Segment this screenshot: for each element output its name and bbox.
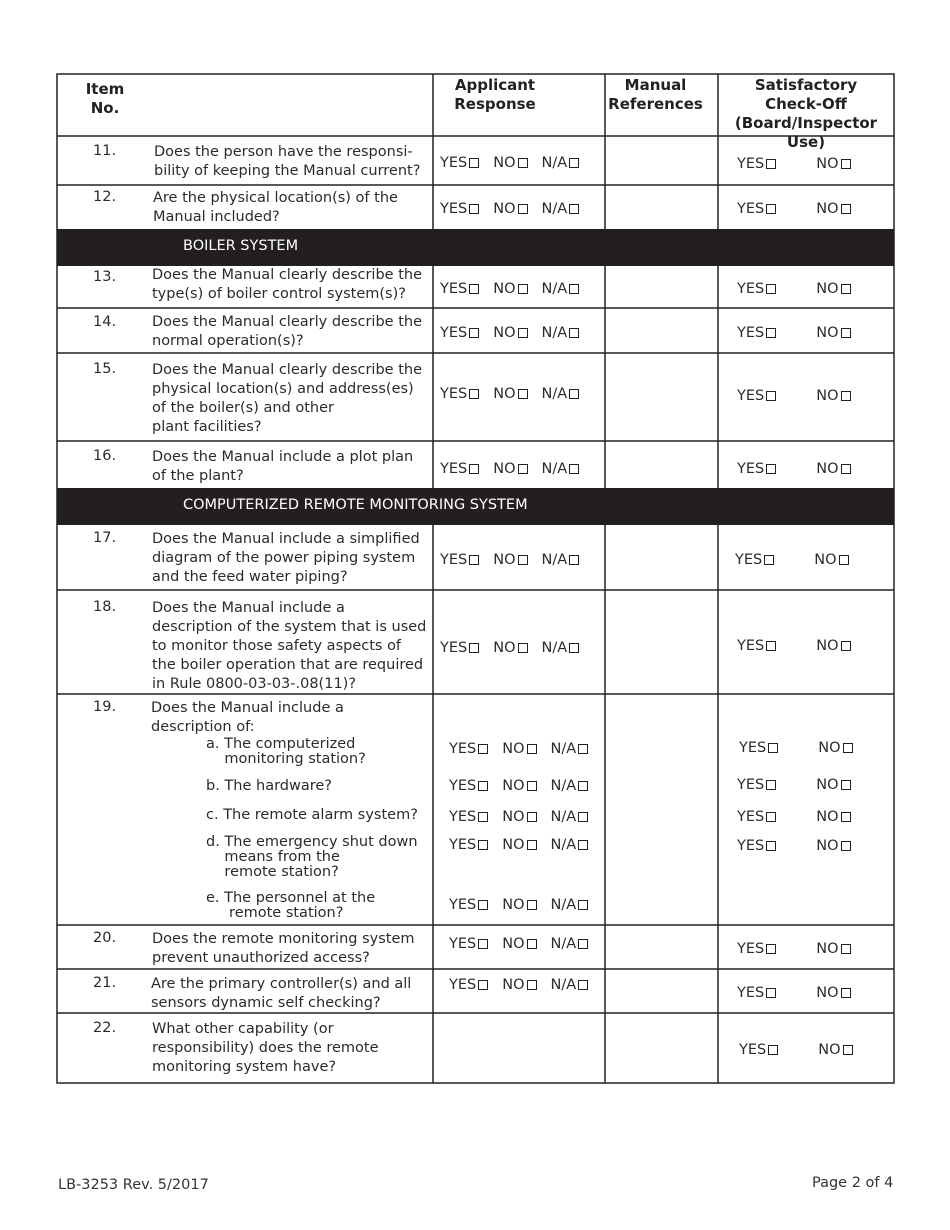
applicant-12-no-option (493, 201, 527, 217)
applicant-12-yes-label: YES (440, 201, 468, 217)
board-checkoff-19a (739, 740, 853, 756)
applicant-14-na-checkbox[interactable] (569, 328, 579, 338)
applicant-15-yes-checkbox[interactable] (469, 389, 479, 399)
applicant-19a-na-option (551, 741, 589, 757)
applicant-response-16 (440, 461, 579, 477)
board-16-yes-option (737, 461, 776, 477)
board-19b-yes-checkbox[interactable] (766, 780, 776, 790)
board-19d-yes-checkbox[interactable] (766, 841, 776, 851)
applicant-18-na-checkbox[interactable] (569, 643, 579, 653)
board-15-yes-checkbox[interactable] (766, 391, 776, 401)
header-item-no: Item No. (85, 80, 125, 117)
board-20-yes-option (737, 941, 776, 957)
applicant-16-yes-checkbox[interactable] (469, 464, 479, 474)
board-13-yes-checkbox[interactable] (766, 284, 776, 294)
applicant-19d-no-checkbox[interactable] (527, 840, 537, 850)
applicant-response-11 (440, 155, 579, 171)
applicant-19c-no-label: NO (502, 809, 525, 825)
applicant-13-yes-label: YES (440, 281, 468, 297)
board-checkoff-13 (737, 281, 851, 297)
applicant-19a-yes-checkbox[interactable] (478, 744, 488, 754)
applicant-17-yes-checkbox[interactable] (469, 555, 479, 565)
board-14-yes-option (737, 325, 776, 341)
board-18-yes-checkbox[interactable] (766, 641, 776, 651)
applicant-response-14 (440, 325, 579, 341)
applicant-16-no-option (493, 461, 527, 477)
board-22-no-checkbox[interactable] (843, 1045, 853, 1055)
applicant-12-no-checkbox[interactable] (518, 204, 528, 214)
board-checkoff-18 (737, 638, 851, 654)
applicant-response-17 (440, 552, 579, 568)
item-number-14: 14. (93, 314, 117, 330)
header-manual-references: Manual References (608, 76, 703, 113)
applicant-21-na-checkbox[interactable] (578, 980, 588, 990)
applicant-19d-yes-label: YES (449, 837, 477, 853)
question-20: Does the remote monitoring system prevent unauthorized access? (152, 931, 415, 966)
applicant-12-na-checkbox[interactable] (569, 204, 579, 214)
applicant-18-yes-checkbox[interactable] (469, 643, 479, 653)
applicant-13-no-option (493, 281, 527, 297)
applicant-14-na-label: N/A (541, 325, 568, 341)
applicant-12-na-option (542, 201, 580, 217)
applicant-14-no-label: NO (493, 325, 516, 341)
applicant-11-na-label: N/A (541, 155, 568, 171)
board-22-yes-option (739, 1042, 778, 1058)
applicant-16-no-label: NO (493, 461, 516, 477)
applicant-17-no-checkbox[interactable] (518, 555, 528, 565)
applicant-16-na-label: N/A (541, 461, 568, 477)
applicant-response-21 (449, 977, 588, 993)
board-22-yes-label: YES (739, 1042, 767, 1058)
board-16-no-option (816, 461, 850, 477)
applicant-18-na-option (542, 640, 580, 656)
applicant-11-no-checkbox[interactable] (518, 158, 528, 168)
applicant-16-na-checkbox[interactable] (569, 464, 579, 474)
board-18-no-option (816, 638, 850, 654)
board-19a-no-label: NO (818, 740, 841, 756)
item-number-12: 12. (93, 189, 117, 205)
applicant-16-yes-option (440, 461, 479, 477)
board-checkoff-19d (737, 838, 851, 854)
board-19b-no-checkbox[interactable] (841, 780, 851, 790)
applicant-11-na-checkbox[interactable] (569, 158, 579, 168)
applicant-20-no-checkbox[interactable] (527, 939, 537, 949)
applicant-19e-yes-option (449, 897, 488, 913)
question-11: Does the person have the responsi- bility of keeping the Manual current? (154, 144, 421, 179)
board-19d-yes-label: YES (737, 838, 765, 854)
applicant-14-yes-option (440, 325, 479, 341)
item-number-18: 18. (93, 599, 117, 615)
applicant-17-no-label: NO (493, 552, 516, 568)
applicant-21-no-label: NO (502, 977, 525, 993)
applicant-19b-yes-label: YES (449, 778, 477, 794)
board-19d-yes-option (737, 838, 776, 854)
applicant-19a-no-checkbox[interactable] (527, 744, 537, 754)
form-number: LB-3253 Rev. 5/2017 (58, 1177, 209, 1193)
board-19a-yes-option (739, 740, 778, 756)
applicant-11-yes-label: YES (440, 155, 468, 171)
applicant-18-no-checkbox[interactable] (518, 643, 528, 653)
applicant-19b-yes-checkbox[interactable] (478, 781, 488, 791)
applicant-15-yes-label: YES (440, 386, 468, 402)
item-number-21: 21. (93, 975, 117, 991)
applicant-19d-na-checkbox[interactable] (578, 840, 588, 850)
board-15-no-label: NO (816, 388, 839, 404)
item-number-17: 17. (93, 530, 117, 546)
applicant-21-no-checkbox[interactable] (527, 980, 537, 990)
board-14-no-checkbox[interactable] (841, 328, 851, 338)
board-22-no-label: NO (818, 1042, 841, 1058)
applicant-19b-no-option (502, 778, 536, 794)
applicant-13-no-checkbox[interactable] (518, 284, 528, 294)
applicant-19d-no-option (502, 837, 536, 853)
board-19b-no-label: NO (816, 777, 839, 793)
applicant-19b-na-option (551, 778, 589, 794)
applicant-21-na-label: N/A (550, 977, 577, 993)
applicant-16-yes-label: YES (440, 461, 468, 477)
board-16-no-checkbox[interactable] (841, 464, 851, 474)
applicant-18-yes-option (440, 640, 479, 656)
applicant-19c-no-checkbox[interactable] (527, 812, 537, 822)
applicant-19d-yes-option (449, 837, 488, 853)
board-20-yes-checkbox[interactable] (766, 944, 776, 954)
board-13-yes-option (737, 281, 776, 297)
question-19d: d. The emergency shut down means from the remote station? (206, 834, 418, 880)
applicant-19d-na-option (551, 837, 589, 853)
applicant-19d-yes-checkbox[interactable] (478, 840, 488, 850)
applicant-response-18 (440, 640, 579, 656)
applicant-20-no-label: NO (502, 936, 525, 952)
applicant-18-yes-label: YES (440, 640, 468, 656)
applicant-19a-yes-label: YES (449, 741, 477, 757)
applicant-19a-no-option (502, 741, 536, 757)
board-17-no-label: NO (814, 552, 837, 568)
applicant-15-yes-option (440, 386, 479, 402)
applicant-14-yes-checkbox[interactable] (469, 328, 479, 338)
board-14-yes-label: YES (737, 325, 765, 341)
board-14-yes-checkbox[interactable] (766, 328, 776, 338)
board-19a-yes-checkbox[interactable] (768, 743, 778, 753)
applicant-19c-no-option (502, 809, 536, 825)
applicant-14-yes-label: YES (440, 325, 468, 341)
question-19b: b. The hardware? (206, 778, 332, 794)
section-title-boiler: BOILER SYSTEM (183, 238, 299, 254)
board-checkoff-20 (737, 941, 851, 957)
applicant-15-na-option (542, 386, 580, 402)
board-20-yes-label: YES (737, 941, 765, 957)
item-number-15: 15. (93, 361, 117, 377)
applicant-20-yes-checkbox[interactable] (478, 939, 488, 949)
applicant-14-no-option (493, 325, 527, 341)
board-checkoff-11 (737, 156, 851, 172)
applicant-20-no-option (502, 936, 536, 952)
board-12-yes-option (737, 201, 776, 217)
board-17-no-checkbox[interactable] (839, 555, 849, 565)
board-15-yes-label: YES (737, 388, 765, 404)
board-19a-no-checkbox[interactable] (843, 743, 853, 753)
applicant-response-20 (449, 936, 588, 952)
board-12-no-label: NO (816, 201, 839, 217)
applicant-19d-na-label: N/A (550, 837, 577, 853)
board-checkoff-17 (735, 552, 849, 568)
board-21-no-label: NO (816, 985, 839, 1001)
item-number-22: 22. (93, 1020, 117, 1036)
applicant-17-na-checkbox[interactable] (569, 555, 579, 565)
applicant-19b-na-checkbox[interactable] (578, 781, 588, 791)
applicant-21-no-option (502, 977, 536, 993)
applicant-19e-na-checkbox[interactable] (578, 900, 588, 910)
applicant-19e-na-option (551, 897, 589, 913)
board-13-yes-label: YES (737, 281, 765, 297)
board-12-yes-label: YES (737, 201, 765, 217)
board-19c-yes-option (737, 809, 776, 825)
section-title-remote: COMPUTERIZED REMOTE MONITORING SYSTEM (183, 497, 528, 513)
question-13: Does the Manual clearly describe the type(s) of boiler control system(s)? (152, 267, 422, 302)
board-13-no-label: NO (816, 281, 839, 297)
applicant-11-na-option (542, 155, 580, 171)
board-12-no-checkbox[interactable] (841, 204, 851, 214)
question-14: Does the Manual clearly describe the normal operation(s)? (152, 314, 422, 349)
board-21-no-checkbox[interactable] (841, 988, 851, 998)
board-19d-no-label: NO (816, 838, 839, 854)
board-21-yes-checkbox[interactable] (766, 988, 776, 998)
applicant-response-19d (449, 837, 588, 853)
board-16-yes-checkbox[interactable] (766, 464, 776, 474)
question-18: Does the Manual include a description of the system that is used to monitor those safety aspects of the boiler operation that are required in Rule 0800-03-03-.08(11)? (152, 600, 427, 692)
board-13-no-checkbox[interactable] (841, 284, 851, 294)
applicant-12-na-label: N/A (541, 201, 568, 217)
board-17-no-option (814, 552, 848, 568)
applicant-19e-no-checkbox[interactable] (527, 900, 537, 910)
applicant-20-yes-option (449, 936, 488, 952)
applicant-11-no-label: NO (493, 155, 516, 171)
applicant-17-yes-label: YES (440, 552, 468, 568)
applicant-11-yes-option (440, 155, 479, 171)
applicant-17-na-label: N/A (541, 552, 568, 568)
applicant-20-na-option (551, 936, 589, 952)
board-16-yes-label: YES (737, 461, 765, 477)
board-19b-yes-label: YES (737, 777, 765, 793)
applicant-19e-no-option (502, 897, 536, 913)
board-14-no-option (816, 325, 850, 341)
board-11-no-checkbox[interactable] (841, 159, 851, 169)
applicant-response-12 (440, 201, 579, 217)
board-21-no-option (816, 985, 850, 1001)
question-19: Does the Manual include a description of: (151, 700, 344, 735)
applicant-19b-no-label: NO (502, 778, 525, 794)
board-19c-no-checkbox[interactable] (841, 812, 851, 822)
item-number-20: 20. (93, 930, 117, 946)
applicant-18-no-label: NO (493, 640, 516, 656)
board-19c-yes-label: YES (737, 809, 765, 825)
applicant-response-19a (449, 741, 588, 757)
applicant-13-na-label: N/A (541, 281, 568, 297)
applicant-19a-na-checkbox[interactable] (578, 744, 588, 754)
applicant-12-no-label: NO (493, 201, 516, 217)
board-12-yes-checkbox[interactable] (766, 204, 776, 214)
board-11-no-option (816, 156, 850, 172)
board-checkoff-16 (737, 461, 851, 477)
applicant-21-na-option (551, 977, 589, 993)
applicant-21-yes-label: YES (449, 977, 477, 993)
applicant-14-na-option (542, 325, 580, 341)
applicant-11-yes-checkbox[interactable] (469, 158, 479, 168)
applicant-20-na-checkbox[interactable] (578, 939, 588, 949)
applicant-19e-no-label: NO (502, 897, 525, 913)
applicant-19a-yes-option (449, 741, 488, 757)
board-19b-yes-option (737, 777, 776, 793)
applicant-18-no-option (493, 640, 527, 656)
board-11-yes-option (737, 156, 776, 172)
item-number-11: 11. (93, 143, 117, 159)
board-18-no-label: NO (816, 638, 839, 654)
applicant-20-yes-label: YES (449, 936, 477, 952)
applicant-19b-na-label: N/A (550, 778, 577, 794)
applicant-19c-na-option (551, 809, 589, 825)
board-17-yes-label: YES (735, 552, 763, 568)
question-19e: e. The personnel at the remote station? (206, 890, 376, 921)
board-17-yes-option (735, 552, 774, 568)
item-number-16: 16. (93, 448, 117, 464)
question-12: Are the physical location(s) of the Manual included? (153, 190, 398, 225)
applicant-21-yes-option (449, 977, 488, 993)
board-checkoff-19c (737, 809, 851, 825)
board-18-yes-option (737, 638, 776, 654)
applicant-response-13 (440, 281, 579, 297)
applicant-14-no-checkbox[interactable] (518, 328, 528, 338)
section-band-remote (57, 488, 894, 525)
applicant-16-no-checkbox[interactable] (518, 464, 528, 474)
applicant-17-na-option (542, 552, 580, 568)
board-checkoff-22 (739, 1042, 853, 1058)
question-15: Does the Manual clearly describe the physical location(s) and address(es) of the boiler(s) and other plant facilities? (152, 362, 422, 435)
question-19c: c. The remote alarm system? (206, 807, 418, 823)
question-17: Does the Manual include a simplified diagram of the power piping system and the feed water piping? (152, 531, 420, 585)
board-checkoff-15 (737, 388, 851, 404)
board-15-yes-option (737, 388, 776, 404)
header-satisfactory: Satisfactory Check-Off (Board/Inspector Use) (734, 76, 878, 151)
applicant-19c-yes-checkbox[interactable] (478, 812, 488, 822)
board-13-no-option (816, 281, 850, 297)
item-number-13: 13. (93, 269, 117, 285)
applicant-15-no-checkbox[interactable] (518, 389, 528, 399)
applicant-18-na-label: N/A (541, 640, 568, 656)
board-19a-no-option (818, 740, 852, 756)
applicant-19c-yes-label: YES (449, 809, 477, 825)
question-19a: a. The computerized monitoring station? (206, 736, 366, 767)
board-checkoff-19b (737, 777, 851, 793)
board-14-no-label: NO (816, 325, 839, 341)
board-11-yes-label: YES (737, 156, 765, 172)
board-20-no-label: NO (816, 941, 839, 957)
board-15-no-option (816, 388, 850, 404)
board-21-yes-label: YES (737, 985, 765, 1001)
applicant-15-no-label: NO (493, 386, 516, 402)
board-checkoff-21 (737, 985, 851, 1001)
board-20-no-checkbox[interactable] (841, 944, 851, 954)
applicant-19a-no-label: NO (502, 741, 525, 757)
applicant-19c-na-label: N/A (550, 809, 577, 825)
applicant-17-yes-option (440, 552, 479, 568)
board-18-no-checkbox[interactable] (841, 641, 851, 651)
board-19a-yes-label: YES (739, 740, 767, 756)
applicant-19a-na-label: N/A (550, 741, 577, 757)
applicant-13-na-option (542, 281, 580, 297)
section-band-boiler (57, 229, 894, 266)
applicant-12-yes-checkbox[interactable] (469, 204, 479, 214)
question-16: Does the Manual include a plot plan of the plant? (152, 449, 414, 484)
page-number: Page 2 of 4 (812, 1175, 894, 1191)
board-20-no-option (816, 941, 850, 957)
applicant-19b-yes-option (449, 778, 488, 794)
board-11-no-label: NO (816, 156, 839, 172)
applicant-13-yes-option (440, 281, 479, 297)
board-21-yes-option (737, 985, 776, 1001)
applicant-15-na-label: N/A (541, 386, 568, 402)
applicant-17-no-option (493, 552, 527, 568)
board-22-no-option (818, 1042, 852, 1058)
board-16-no-label: NO (816, 461, 839, 477)
board-19d-no-option (816, 838, 850, 854)
board-19b-no-option (816, 777, 850, 793)
applicant-19c-na-checkbox[interactable] (578, 812, 588, 822)
board-18-yes-label: YES (737, 638, 765, 654)
applicant-13-yes-checkbox[interactable] (469, 284, 479, 294)
board-12-no-option (816, 201, 850, 217)
question-21: Are the primary controller(s) and all sensors dynamic self checking? (151, 976, 412, 1011)
applicant-13-na-checkbox[interactable] (569, 284, 579, 294)
applicant-19b-no-checkbox[interactable] (527, 781, 537, 791)
board-11-yes-checkbox[interactable] (766, 159, 776, 169)
board-checkoff-14 (737, 325, 851, 341)
applicant-21-yes-checkbox[interactable] (478, 980, 488, 990)
board-15-no-checkbox[interactable] (841, 391, 851, 401)
applicant-response-19e (449, 897, 588, 913)
applicant-19c-yes-option (449, 809, 488, 825)
applicant-19e-yes-label: YES (449, 897, 477, 913)
applicant-13-no-label: NO (493, 281, 516, 297)
board-19c-yes-checkbox[interactable] (766, 812, 776, 822)
applicant-response-15 (440, 386, 579, 402)
applicant-15-na-checkbox[interactable] (569, 389, 579, 399)
applicant-19e-yes-checkbox[interactable] (478, 900, 488, 910)
board-22-yes-checkbox[interactable] (768, 1045, 778, 1055)
applicant-15-no-option (493, 386, 527, 402)
board-19c-no-option (816, 809, 850, 825)
applicant-12-yes-option (440, 201, 479, 217)
applicant-16-na-option (542, 461, 580, 477)
board-17-yes-checkbox[interactable] (764, 555, 774, 565)
applicant-19d-no-label: NO (502, 837, 525, 853)
applicant-20-na-label: N/A (550, 936, 577, 952)
applicant-11-no-option (493, 155, 527, 171)
board-19c-no-label: NO (816, 809, 839, 825)
applicant-19e-na-label: N/A (550, 897, 577, 913)
item-number-19: 19. (93, 699, 117, 715)
header-applicant-response: Applicant Response (454, 76, 536, 113)
board-19d-no-checkbox[interactable] (841, 841, 851, 851)
applicant-response-19b (449, 778, 588, 794)
board-checkoff-12 (737, 201, 851, 217)
applicant-response-19c (449, 809, 588, 825)
question-22: What other capability (or responsibility) does the remote monitoring system have? (152, 1021, 379, 1075)
